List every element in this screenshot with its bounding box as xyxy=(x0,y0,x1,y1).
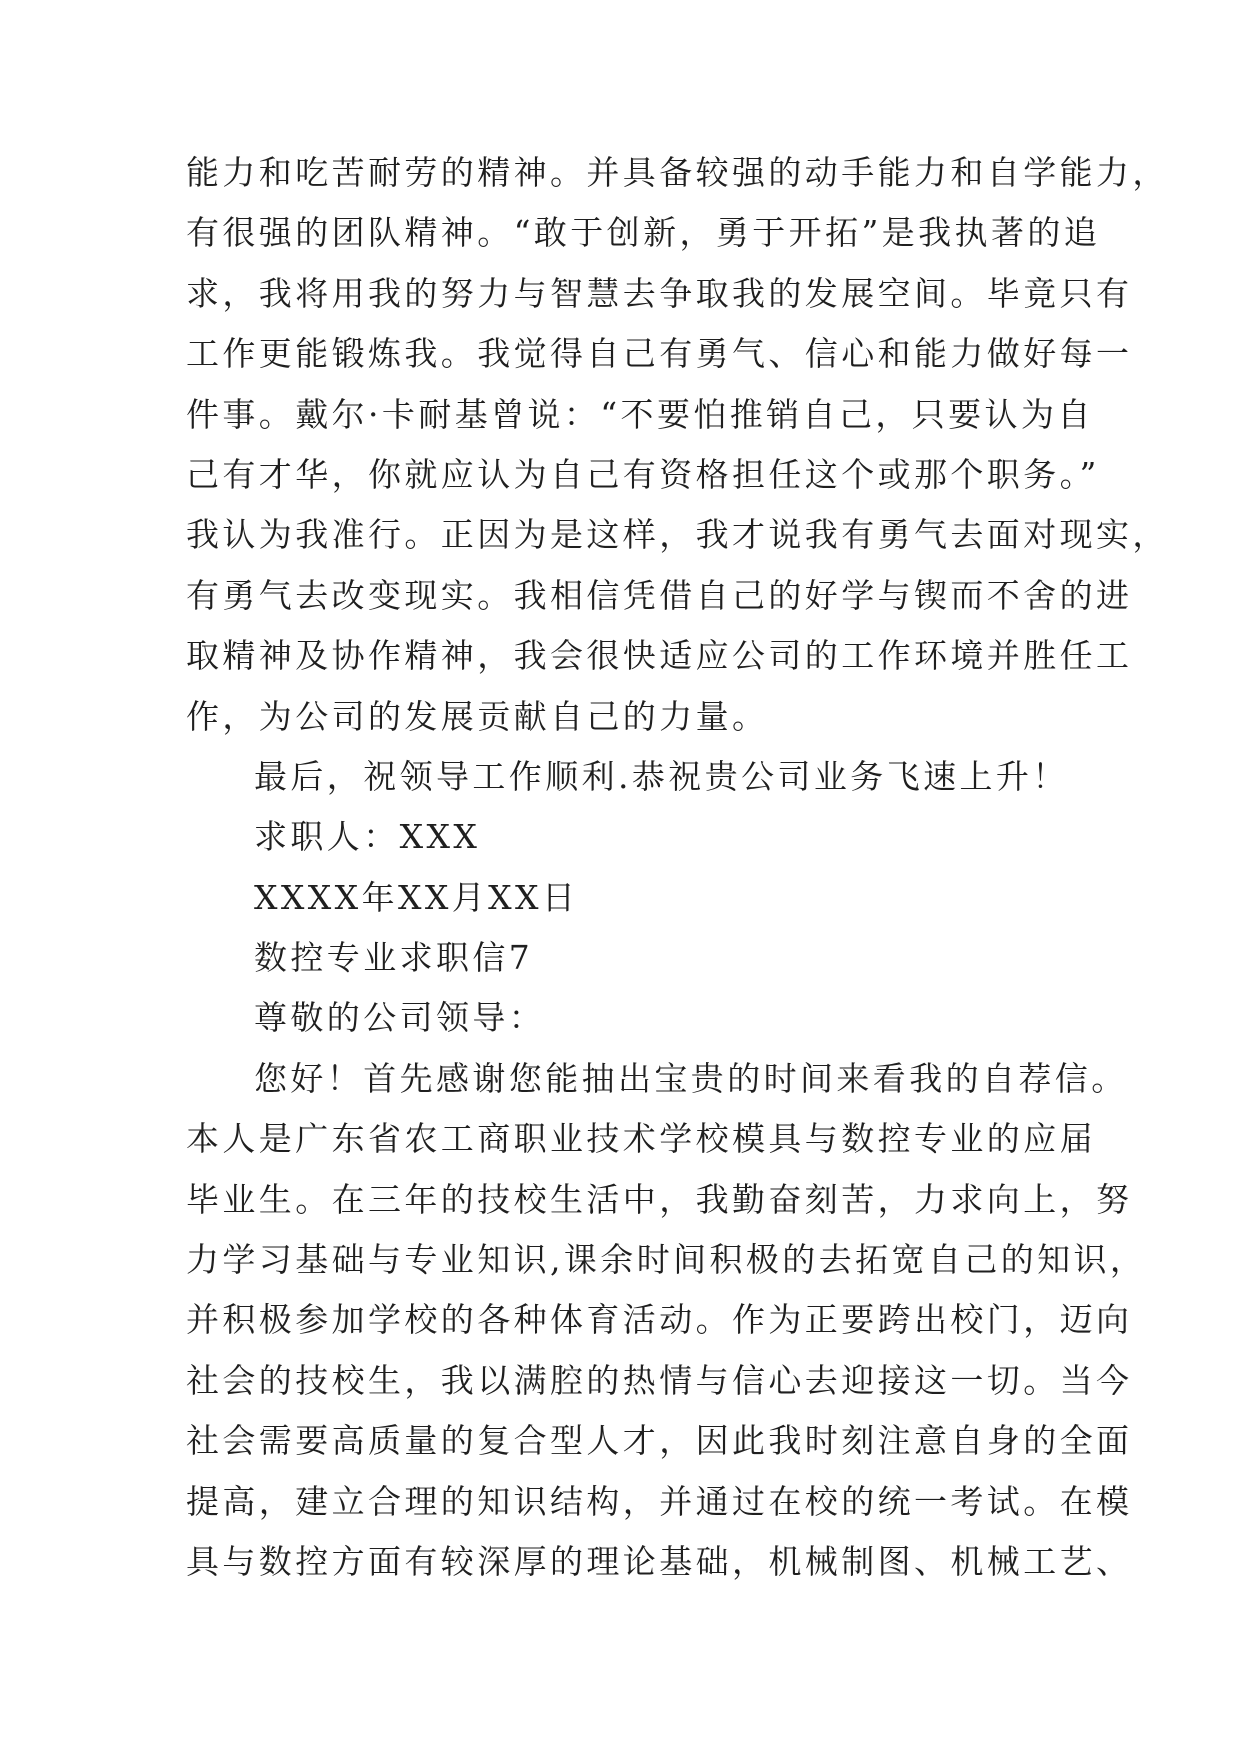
text-line: 有勇气去改变现实。我相信凭借自己的好学与锲而不舍的进 xyxy=(186,575,1133,615)
paragraph-start: 您好！首先感谢您能抽出宝贵的时间来看我的自荐信。 xyxy=(254,1058,1128,1098)
letter-body xyxy=(186,143,1169,1592)
text-line: 毕业生。在三年的技校生活中，我勤奋刻苦，力求向上，努 xyxy=(186,1179,1133,1219)
text-line: 并积极参加学校的各种体育活动。作为正要跨出校门，迈向 xyxy=(186,1300,1133,1340)
text-line: 作，为公司的发展贡献自己的力量。 xyxy=(186,696,769,736)
letter-date: XXXX年XX月XX日 xyxy=(254,877,579,917)
salutation: 尊敬的公司领导： xyxy=(254,998,546,1038)
text-line: 件事。戴尔·卡耐基曾说：“不要怕推销自己，只要认为自 xyxy=(186,394,1094,434)
text-line: 求，我将用我的努力与智慧去争取我的发展空间。毕竟只有 xyxy=(186,273,1133,313)
text-line: 社会需要高质量的复合型人才，因此我时刻注意自身的全面 xyxy=(186,1421,1133,1461)
text-line: 提高，建立合理的知识结构，并通过在校的统一考试。在模 xyxy=(186,1481,1133,1521)
text-line: 社会的技校生，我以满腔的热情与信心去迎接这一切。当今 xyxy=(186,1360,1133,1400)
closing-wish: 最后，祝领导工作顺利.恭祝贵公司业务飞速上升！ xyxy=(254,756,1069,796)
text-line: 工作更能锻炼我。我觉得自己有勇气、信心和能力做好每一 xyxy=(186,334,1133,374)
text-line: 本人是广东省农工商职业技术学校模具与数控专业的应届 xyxy=(186,1119,1096,1159)
text-line: 取精神及协作精神，我会很快适应公司的工作环境并胜任工 xyxy=(186,636,1133,676)
text-line: 我认为我准行。正因为是这样，我才说我有勇气去面对现实， xyxy=(186,515,1169,555)
section-title: 数控专业求职信7 xyxy=(254,938,534,978)
text-line: 具与数控方面有较深厚的理论基础，机械制图、机械工艺、 xyxy=(186,1541,1133,1581)
text-line: 能力和吃苦耐劳的精神。并具备较强的动手能力和自学能力， xyxy=(186,153,1169,192)
applicant-signature: 求职人：XXX xyxy=(254,817,481,857)
text-line: 己有才华，你就应认为自己有资格担任这个或那个职务。” xyxy=(186,454,1100,494)
text-line: 力学习基础与专业知识,课余时间积极的去拓宽自己的知识， xyxy=(186,1240,1147,1280)
text-line: 有很强的团队精神。“敢于创新，勇于开拓”是我执著的追 xyxy=(186,213,1101,253)
